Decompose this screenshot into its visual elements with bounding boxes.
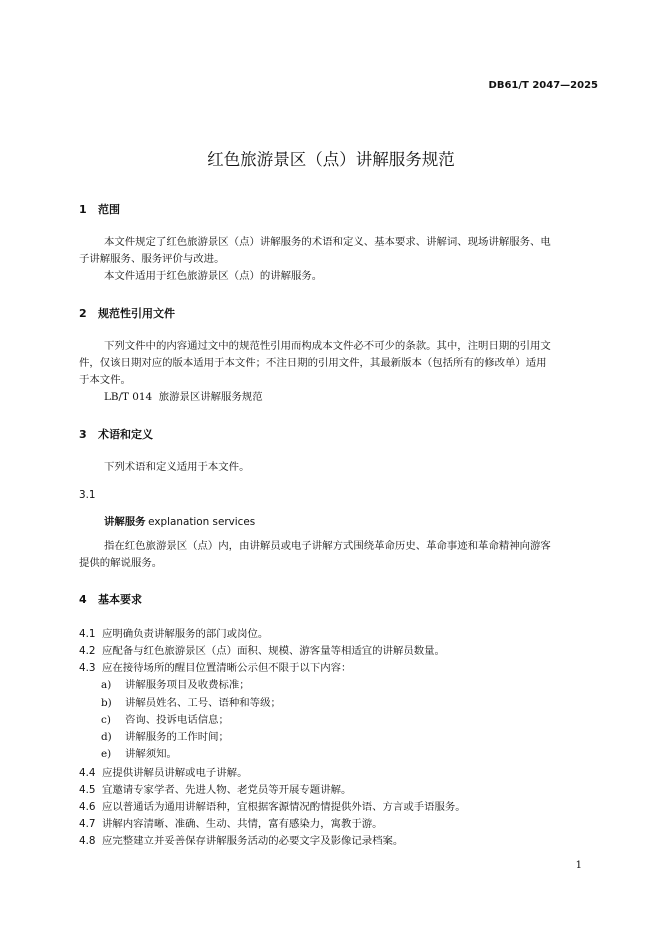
item-number: 4.5 (79, 784, 96, 796)
reference-title: 旅游景区讲解服务规范 (158, 391, 263, 403)
section-number: 3 (79, 428, 87, 441)
item-number: 4.3 (79, 662, 96, 674)
normative-reference (104, 389, 263, 405)
item-text: 应完整建立并妥善保存讲解服务活动的必要文字及影像记录档案。 (102, 835, 404, 847)
item-text: 应配备与红色旅游景区（点）面积、规模、游客量等相适宜的讲解员数量。 (102, 645, 445, 657)
item-number: 4.1 (79, 628, 96, 640)
page-title: 红色旅游景区（点）讲解服务规范 (207, 150, 455, 169)
item-text: 应提供讲解员讲解或电子讲解。 (102, 767, 248, 779)
list-marker: d) (101, 731, 112, 743)
section-heading-2 (79, 305, 175, 321)
section-heading-4 (79, 591, 142, 607)
section-number: 2 (79, 307, 87, 320)
section-heading-3 (79, 426, 153, 442)
item-text: 应明确负责讲解服务的部门或岗位。 (102, 628, 269, 640)
page-number: 1 (575, 860, 582, 871)
list-item (101, 676, 250, 691)
paragraph-line: 本文件规定了红色旅游景区（点）讲解服务的术语和定义、基本要求、讲解词、现场讲解服务、电 (104, 236, 551, 248)
list-item (101, 694, 281, 709)
requirement-item (79, 832, 403, 847)
requirement-item (79, 625, 268, 640)
paragraph-line: 子讲解服务、服务评价与改进。 (79, 253, 225, 265)
requirement-item (79, 642, 445, 657)
list-marker: e) (101, 748, 112, 760)
item-text: 应在接待场所的醒目位置清晰公示但不限于以下内容： (102, 662, 352, 674)
requirement-item (79, 815, 383, 830)
paragraph-line: 件，仅该日期对应的版本适用于本文件；不注日期的引用文件，其最新版本（包括所有的修改单）适用 (79, 357, 547, 369)
section-number: 1 (79, 203, 87, 216)
requirement-item (79, 798, 466, 813)
list-marker: a) (101, 679, 112, 691)
paragraph-line: 下列文件中的内容通过文中的规范性引用而构成本文件必不可少的条款。其中，注明日期的引用文 (104, 340, 551, 352)
requirement-item (79, 659, 351, 674)
section-title: 规范性引用文件 (98, 307, 175, 320)
item-text: 应以普通话为通用讲解语种，宜根据客源情况酌情提供外语、方言或手语服务。 (102, 801, 466, 813)
section-number: 4 (79, 593, 87, 606)
reference-code: LB/T 014 (104, 391, 153, 403)
section-title: 术语和定义 (98, 428, 153, 441)
list-text: 讲解服务的工作时间； (125, 731, 229, 743)
list-text: 讲解员姓名、工号、语种和等级； (125, 697, 281, 709)
item-number: 4.8 (79, 835, 96, 847)
item-text: 讲解内容清晰、准确、生动、共情，富有感染力，寓教于游。 (102, 818, 383, 830)
paragraph-line: 本文件适用于红色旅游景区（点）的讲解服务。 (104, 270, 323, 282)
term-number: 3.1 (79, 489, 96, 501)
list-text: 讲解服务项目及收费标准； (125, 679, 250, 691)
section-title: 基本要求 (98, 593, 142, 606)
term-name-en: explanation services (148, 516, 256, 528)
section-heading-1 (79, 201, 120, 217)
paragraph-line: 于本文件。 (79, 374, 131, 386)
list-marker: c) (101, 714, 111, 726)
item-text: 宜邀请专家学者、先进人物、老党员等开展专题讲解。 (102, 784, 352, 796)
item-number: 4.7 (79, 818, 96, 830)
item-number: 4.4 (79, 767, 96, 779)
list-text: 讲解须知。 (125, 748, 177, 760)
term-definition-line: 提供的解说服务。 (79, 557, 163, 569)
list-item (101, 745, 177, 760)
term-entry (104, 513, 255, 528)
list-item (101, 728, 229, 743)
term-name-zh: 讲解服务 (104, 516, 146, 528)
paragraph-line: 下列术语和定义适用于本文件。 (104, 461, 250, 473)
term-definition-line: 指在红色旅游景区（点）内，由讲解员或电子讲解方式围绕革命历史、革命事迹和革命精神向游客 (104, 540, 551, 552)
requirement-item (79, 781, 351, 796)
section-title: 范围 (98, 203, 120, 216)
list-text: 咨询、投诉电话信息； (125, 714, 229, 726)
item-number: 4.6 (79, 801, 96, 813)
requirement-item (79, 764, 247, 779)
document-code: DB61/T 2047—2025 (488, 80, 598, 91)
item-number: 4.2 (79, 645, 96, 657)
list-marker: b) (101, 697, 112, 709)
list-item (101, 711, 229, 726)
